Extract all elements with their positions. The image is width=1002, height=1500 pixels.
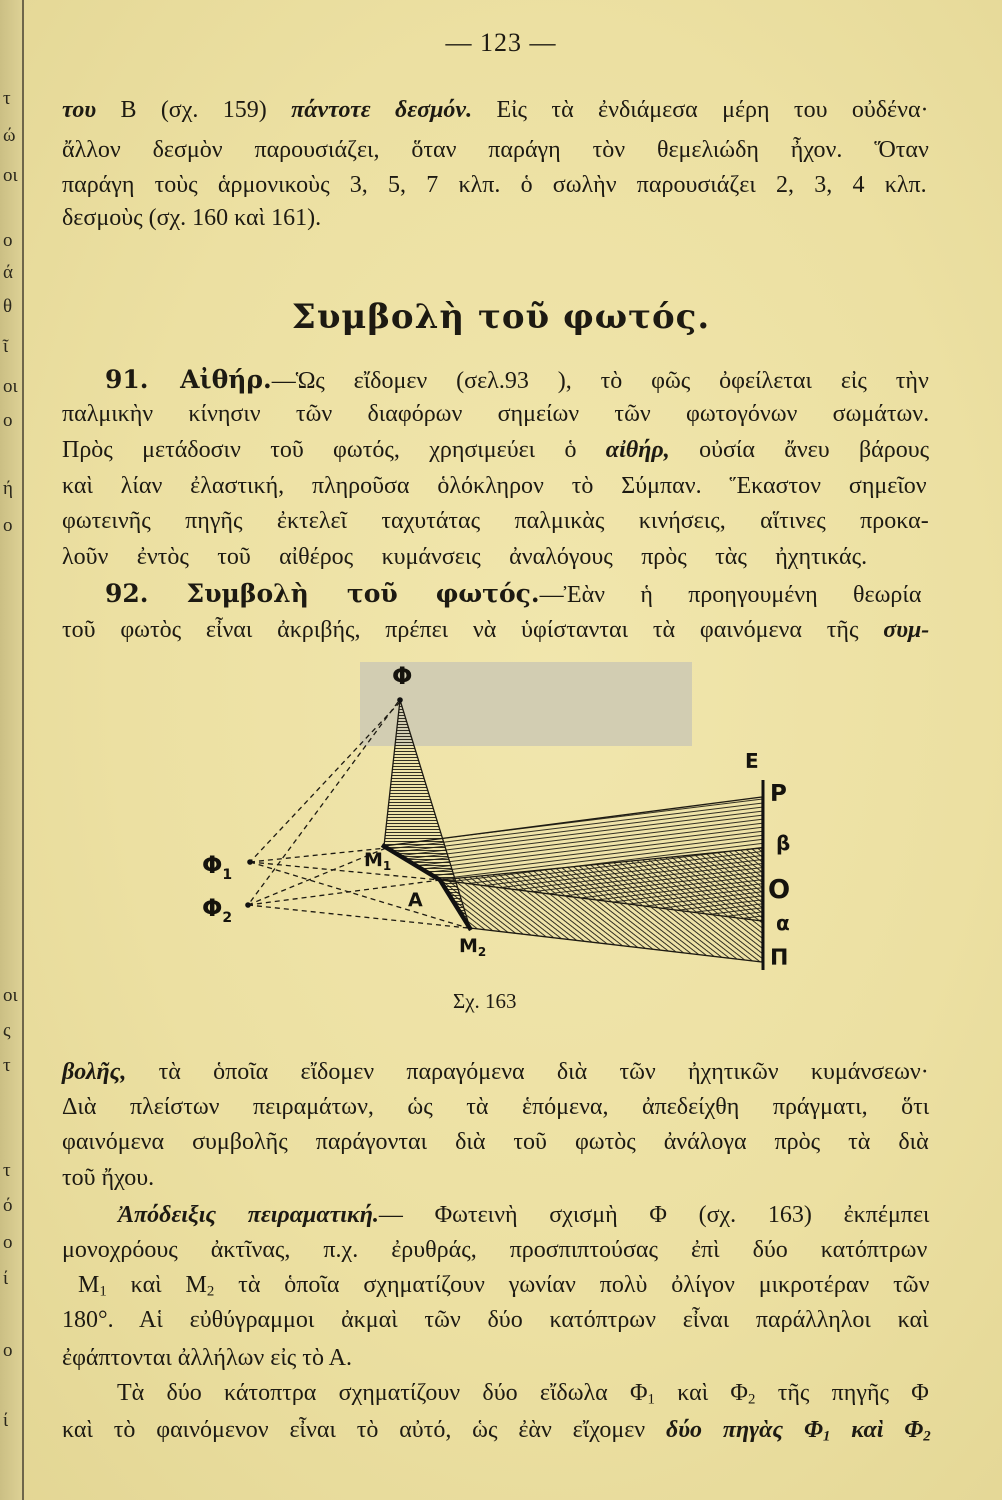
- text-run: καὶ Φ: [654, 1380, 748, 1406]
- text-line: παλμικὴν κίνησιν τῶν διαφόρων σημείων τῶν φωτογόνων σωμάτων.: [62, 401, 930, 427]
- text-line: παράγη τοὺς ἁρμονικοὺς 3, 5, 7 κλπ. ὁ σωλὴν παρουσιάζει 2, 3, 4 κλπ.: [62, 172, 927, 198]
- binding-edge: [0, 0, 24, 1500]
- subscript: 1: [822, 1428, 831, 1445]
- text-run: Τὰ δύο κάτοπτρα σχηματίζουν δύο εἴδωλα Φ: [117, 1380, 648, 1406]
- label-edge: Α: [408, 889, 423, 911]
- margin-fragment: ο: [3, 410, 13, 431]
- margin-fragment: τ: [3, 1055, 11, 1076]
- emphasis: του: [62, 97, 97, 123]
- interference-figure: [180, 655, 820, 1020]
- text-line: Διὰ πλείστων πειραμάτων, ὡς τὰ ἑπόμενα, ἀπεδείχθη πράγματι, ὅτι: [62, 1094, 930, 1120]
- margin-fragment: ά: [3, 262, 13, 283]
- subscript: 2: [206, 1283, 215, 1300]
- label-screen-point: Π: [770, 946, 789, 971]
- text-line: [62, 1413, 932, 1447]
- margin-fragment: ώ: [3, 125, 16, 146]
- subscript: 2: [747, 1391, 756, 1408]
- page-number: — 123 —: [445, 28, 557, 57]
- label-source: Φ: [392, 662, 413, 690]
- label-image2: $\Phi_2$: [202, 894, 233, 926]
- emphasis: καὶ Φ: [830, 1417, 924, 1443]
- section-title: Συμβολὴ τοῦ φωτός.: [291, 297, 711, 337]
- margin-fragment: ό: [3, 1195, 13, 1216]
- margin-fragment: ο: [3, 515, 13, 536]
- text-run: — Φωτεινὴ σχισμὴ Φ (σχ. 163) ἐκπέμπει: [378, 1202, 930, 1228]
- margin-fragment: ς: [3, 1020, 11, 1041]
- text-line: καὶ λίαν ἐλαστική, πληροῦσα ὁλόκληρον τὸ Σύμπαν. Ἕκαστον σημεῖον: [62, 473, 927, 499]
- text-line: [78, 1268, 930, 1302]
- label-screen-point: Ρ: [770, 781, 787, 807]
- text-line: [118, 1198, 930, 1232]
- emphasis: Ἀπόδειξις πειραματική.: [118, 1202, 379, 1228]
- subscript: 1: [99, 1283, 107, 1300]
- label-screen-point: β: [776, 831, 791, 855]
- emphasis: πάντοτε δεσμόν.: [291, 97, 473, 123]
- label-mirror1: $M_1$: [364, 849, 392, 873]
- text-run: Μ: [78, 1272, 100, 1298]
- text-line: [62, 93, 930, 127]
- text-line: [62, 613, 930, 647]
- text-line: τοῦ ἤχου.: [62, 1165, 155, 1191]
- subscript: 2: [923, 1428, 931, 1445]
- margin-fragment: ῖ: [3, 336, 9, 357]
- margin-fragment: τ: [3, 1160, 11, 1181]
- text-line: [62, 433, 930, 467]
- emphasis: δύο πηγὰς Φ: [665, 1417, 823, 1443]
- margin-fragment: οι: [3, 165, 18, 186]
- margin-fragment: θ: [3, 296, 13, 317]
- figure-caption: Σχ. 163: [453, 989, 517, 1013]
- margin-fragment: ί: [3, 1410, 9, 1431]
- emphasis: αἰθήρ,: [605, 437, 670, 463]
- text-run: καὶ Μ: [106, 1272, 207, 1298]
- margin-fragment: ί: [3, 1268, 9, 1289]
- text-run: Πρὸς μετάδοσιν τοῦ φωτός, χρησιμεύει ὁ: [62, 437, 606, 463]
- text-line: [117, 1376, 930, 1410]
- text-run: τῆς πηγῆς Φ: [755, 1380, 929, 1406]
- source-point: [397, 697, 403, 703]
- margin-fragment: οι: [3, 985, 18, 1006]
- text-line: ἐφάπτονται ἀλλήλων εἰς τὸ Α.: [62, 1345, 352, 1371]
- paragraph-heading: 92. Συμβολὴ τοῦ φωτός.: [105, 579, 540, 608]
- subscript: 1: [647, 1391, 655, 1408]
- text-run: —Ὡς εἴδομεν (σελ.93 ), τὸ φῶς ὀφείλεται εἰς τὴν: [271, 368, 929, 394]
- text-run: Β (σχ. 159): [96, 97, 292, 123]
- text-line: δεσμοὺς (σχ. 160 καὶ 161).: [62, 205, 322, 231]
- label-screen: Ε: [745, 749, 759, 773]
- label-screen-point: Ο: [768, 875, 791, 905]
- text-run: Εἰς τὰ ἐνδιάμεσα μέρη του οὐδένα·: [472, 97, 929, 123]
- text-run: —Ἐὰν ἡ προηγουμένη θεωρία: [539, 582, 922, 608]
- text-run: τοῦ φωτὸς εἶναι ἀκριβής, πρέπει νὰ ὑφίστανται τὰ φαινόμενα τῆς: [62, 617, 884, 643]
- label-screen-point: α: [776, 911, 790, 935]
- image1-point: [247, 859, 253, 865]
- edge-point: [438, 878, 442, 882]
- margin-fragment: ο: [3, 1340, 13, 1361]
- margin-fragment: ο: [3, 1232, 13, 1253]
- margin-fragment: οι: [3, 376, 18, 397]
- text-line: 180°. Αἱ εὐθύγραμμοι ἀκμαὶ τῶν δύο κατόπτρων εἶναι παράλληλοι καὶ: [62, 1307, 929, 1333]
- text-line: ἄλλον δεσμὸν παρουσιάζει, ὅταν παράγη τὸν θεμελιώδη ἦχον. Ὅταν: [62, 137, 929, 163]
- margin-fragment: τ: [3, 88, 11, 109]
- emphasis: βολῆς,: [62, 1059, 127, 1085]
- text-line: φαινόμενα συμβολῆς παράγονται διὰ τοῦ φωτὸς ἀνάλογα πρὸς τὰ διὰ: [62, 1129, 929, 1155]
- text-line: φωτεινῆς πηγῆς ἐκτελεῖ ταχυτάτας παλμικὰς κινήσεις, αἵτινες προκα-: [62, 508, 929, 534]
- text-run: τὰ ὁποῖα σχηματίζουν γωνίαν πολὺ ὀλίγον μικροτέραν τῶν: [214, 1272, 930, 1298]
- dashed-line: [248, 905, 468, 928]
- text-run: τὰ ὁποῖα εἴδομεν παραγόμενα διὰ τῶν ἠχητικῶν κυμάνσεων·: [126, 1059, 929, 1085]
- text-run: καὶ τὸ φαινόμενον εἶναι τὸ αὐτό, ὡς ἐὰν εἴχομεν: [62, 1417, 666, 1443]
- paragraph-heading: 91. Αἰθήρ.: [105, 365, 272, 394]
- text-line: [105, 577, 922, 611]
- text-line: λοῦν ἐντὸς τοῦ αἰθέρος κυμάνσεις ἀναλόγους πρὸς τὰς ἠχητικάς.: [62, 544, 868, 570]
- text-line: [105, 363, 930, 397]
- label-image1: $\Phi_1$: [202, 851, 233, 883]
- margin-fragment: ο: [3, 230, 13, 251]
- emphasis: συμ-: [883, 617, 930, 643]
- text-line: [62, 1055, 930, 1089]
- dashed-line: [248, 702, 398, 905]
- image2-point: [245, 902, 251, 908]
- margin-fragment: ή: [3, 478, 13, 499]
- text-line: μονοχρόους ἀκτῖνας, π.χ. ἐρυθράς, προσπιπτούσας ἐπὶ δύο κατόπτρων: [62, 1237, 928, 1263]
- text-run: οὐσία ἄνευ βάρους: [669, 437, 930, 463]
- label-mirror2: $M_2$: [459, 935, 487, 959]
